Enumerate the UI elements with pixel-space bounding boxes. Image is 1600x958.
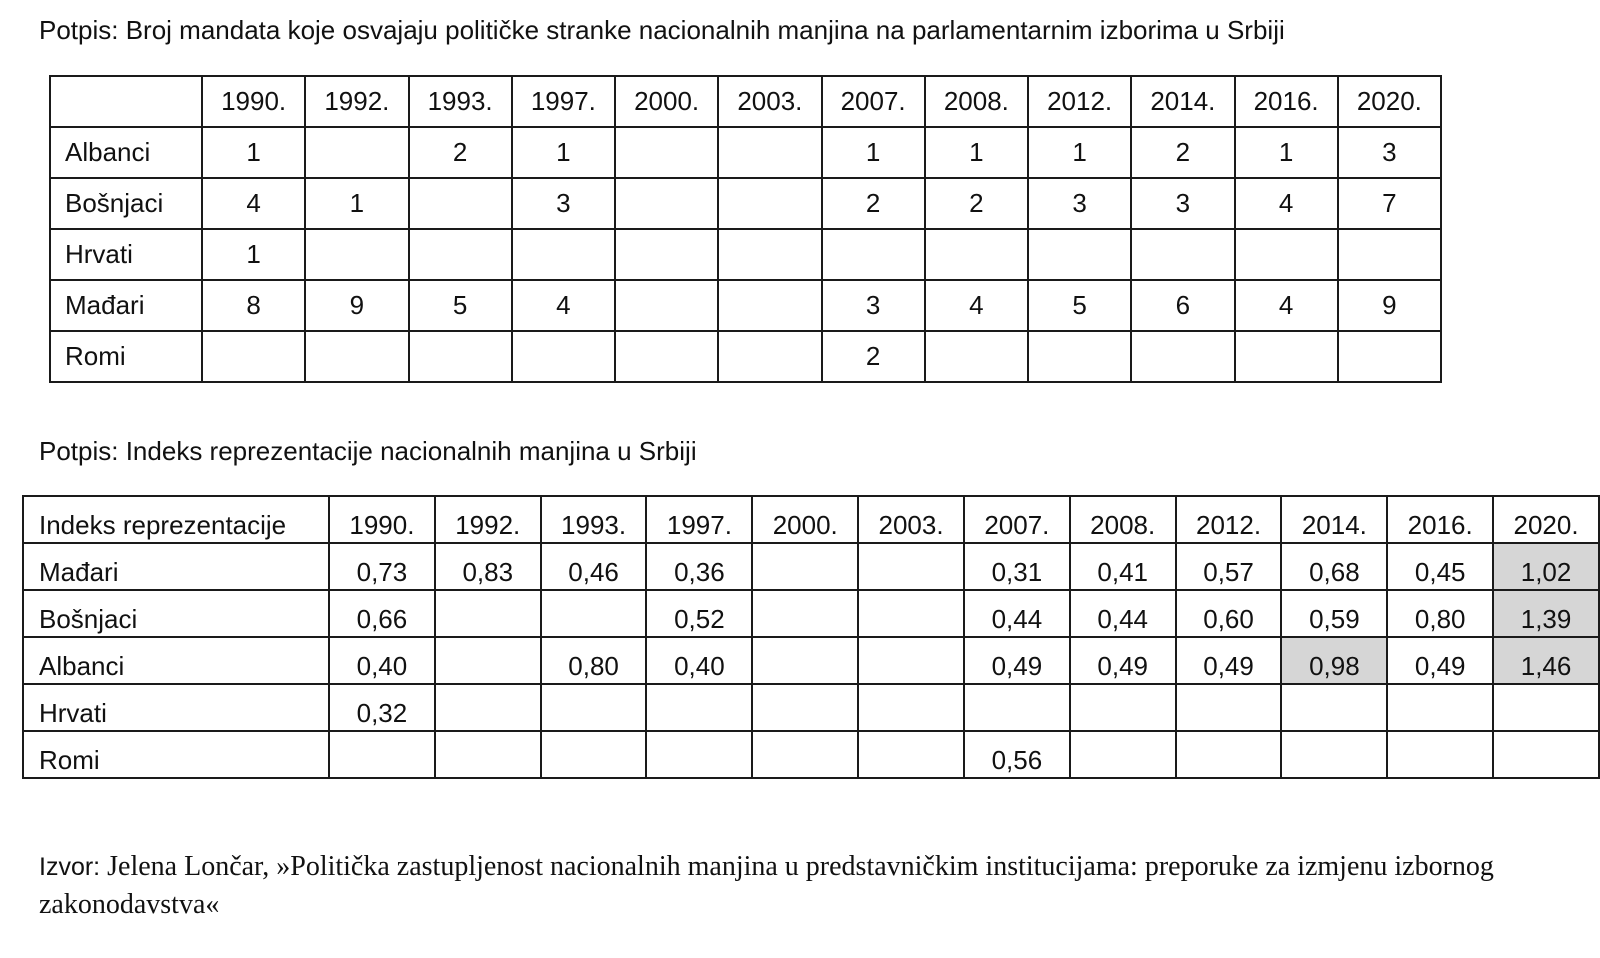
row-label: Mađari bbox=[23, 543, 329, 590]
table-cell bbox=[752, 731, 858, 778]
table-cell bbox=[1493, 684, 1599, 731]
table-cell bbox=[1235, 331, 1338, 382]
table-row bbox=[50, 331, 1441, 382]
table-cell: 0,49 bbox=[1176, 637, 1282, 684]
table-cell bbox=[1028, 331, 1131, 382]
table-cell: 2 bbox=[925, 178, 1028, 229]
year-header: 2003. bbox=[718, 76, 821, 127]
table-cell bbox=[822, 229, 925, 280]
table-cell bbox=[1338, 229, 1441, 280]
row-label: Albanci bbox=[23, 637, 329, 684]
table-cell bbox=[435, 637, 541, 684]
table-cell bbox=[1338, 331, 1441, 382]
table-cell: 4 bbox=[202, 178, 305, 229]
table-cell bbox=[615, 280, 718, 331]
year-header: 2016. bbox=[1235, 76, 1338, 127]
table-cell: 3 bbox=[512, 178, 615, 229]
year-header: 2014. bbox=[1281, 496, 1387, 543]
table-cell: 0,36 bbox=[646, 543, 752, 590]
table-row bbox=[50, 229, 1441, 280]
table-cell: 0,49 bbox=[1387, 637, 1493, 684]
table-cell: 0,46 bbox=[541, 543, 647, 590]
table-cell bbox=[512, 331, 615, 382]
table-cell bbox=[752, 543, 858, 590]
table-cell bbox=[305, 127, 408, 178]
table-cell: 0,98 bbox=[1281, 637, 1387, 684]
table-cell: 1 bbox=[202, 127, 305, 178]
table-cell bbox=[541, 590, 647, 637]
table-cell: 3 bbox=[1028, 178, 1131, 229]
table-cell bbox=[1235, 229, 1338, 280]
row-label: Hrvati bbox=[23, 684, 329, 731]
table-cell: 0,41 bbox=[1070, 543, 1176, 590]
table-cell: 4 bbox=[512, 280, 615, 331]
table-cell bbox=[541, 684, 647, 731]
table1-caption: Potpis: Broj mandata koje osvajaju političke stranke nacionalnih manjina na parlamentarnim izborima u Srbiji bbox=[39, 15, 1285, 45]
table-cell: 7 bbox=[1338, 178, 1441, 229]
table-cell bbox=[718, 178, 821, 229]
table-cell bbox=[718, 229, 821, 280]
table-cell bbox=[1176, 731, 1282, 778]
row-label: Bošnjaci bbox=[50, 178, 202, 229]
corner-header: Indeks reprezentacije bbox=[23, 496, 329, 543]
table-cell bbox=[1131, 229, 1234, 280]
table-cell bbox=[1281, 731, 1387, 778]
table-cell: 1 bbox=[202, 229, 305, 280]
representation-index-table bbox=[22, 495, 1600, 779]
year-header: 2008. bbox=[925, 76, 1028, 127]
year-header: 2007. bbox=[964, 496, 1070, 543]
table-cell: 9 bbox=[1338, 280, 1441, 331]
table-row bbox=[23, 731, 1599, 778]
year-header: 2020. bbox=[1493, 496, 1599, 543]
seats-table bbox=[49, 75, 1442, 383]
table-cell: 1,46 bbox=[1493, 637, 1599, 684]
year-header: 2008. bbox=[1070, 496, 1176, 543]
table-cell: 9 bbox=[305, 280, 408, 331]
source-note bbox=[39, 848, 1519, 924]
table-cell: 8 bbox=[202, 280, 305, 331]
year-header: 1990. bbox=[329, 496, 435, 543]
table-cell bbox=[1493, 731, 1599, 778]
table-cell bbox=[615, 331, 718, 382]
table-cell bbox=[435, 731, 541, 778]
table-cell bbox=[1028, 229, 1131, 280]
table-cell bbox=[1387, 684, 1493, 731]
row-label: Romi bbox=[23, 731, 329, 778]
table-cell: 0,52 bbox=[646, 590, 752, 637]
table-cell: 2 bbox=[822, 331, 925, 382]
table-cell bbox=[329, 731, 435, 778]
table-cell bbox=[1387, 731, 1493, 778]
table-cell bbox=[646, 731, 752, 778]
year-header: 2016. bbox=[1387, 496, 1493, 543]
table-cell bbox=[1176, 684, 1282, 731]
table-cell: 4 bbox=[1235, 280, 1338, 331]
table-cell: 0,31 bbox=[964, 543, 1070, 590]
row-label: Mađari bbox=[50, 280, 202, 331]
table-cell bbox=[512, 229, 615, 280]
table-cell bbox=[925, 331, 1028, 382]
table-cell: 6 bbox=[1131, 280, 1234, 331]
year-header: 1990. bbox=[202, 76, 305, 127]
corner-header bbox=[50, 76, 202, 127]
year-header: 2012. bbox=[1028, 76, 1131, 127]
table-cell bbox=[752, 590, 858, 637]
row-label: Romi bbox=[50, 331, 202, 382]
table-cell bbox=[858, 684, 964, 731]
table-cell: 0,73 bbox=[329, 543, 435, 590]
table-cell: 0,60 bbox=[1176, 590, 1282, 637]
year-header: 1992. bbox=[305, 76, 408, 127]
row-label: Bošnjaci bbox=[23, 590, 329, 637]
table-cell bbox=[858, 731, 964, 778]
table-cell bbox=[541, 731, 647, 778]
table-cell bbox=[305, 229, 408, 280]
table-cell: 0,49 bbox=[964, 637, 1070, 684]
table-cell: 0,59 bbox=[1281, 590, 1387, 637]
table-cell bbox=[752, 684, 858, 731]
year-header: 1993. bbox=[409, 76, 512, 127]
table-cell bbox=[615, 229, 718, 280]
table-row bbox=[23, 684, 1599, 731]
table-cell: 1 bbox=[822, 127, 925, 178]
table-cell: 1 bbox=[305, 178, 408, 229]
table-cell: 0,80 bbox=[1387, 590, 1493, 637]
table-cell bbox=[1070, 684, 1176, 731]
row-label: Albanci bbox=[50, 127, 202, 178]
year-header: 2000. bbox=[752, 496, 858, 543]
table-cell bbox=[858, 590, 964, 637]
table-cell bbox=[718, 331, 821, 382]
table-cell: 0,45 bbox=[1387, 543, 1493, 590]
year-header: 2014. bbox=[1131, 76, 1234, 127]
table-cell bbox=[435, 684, 541, 731]
table2-caption: Potpis: Indeks reprezentacije nacionalnih manjina u Srbiji bbox=[39, 436, 697, 466]
table-cell bbox=[964, 684, 1070, 731]
table-row bbox=[23, 637, 1599, 684]
table-cell bbox=[752, 637, 858, 684]
table-cell bbox=[925, 229, 1028, 280]
table-cell: 0,44 bbox=[964, 590, 1070, 637]
table-cell bbox=[202, 331, 305, 382]
table-cell: 1,39 bbox=[1493, 590, 1599, 637]
year-header: 1992. bbox=[435, 496, 541, 543]
table-cell bbox=[409, 331, 512, 382]
table-cell: 3 bbox=[1338, 127, 1441, 178]
table-cell: 0,80 bbox=[541, 637, 647, 684]
table-cell bbox=[1070, 731, 1176, 778]
year-header: 1997. bbox=[512, 76, 615, 127]
table-cell: 2 bbox=[1131, 127, 1234, 178]
table-cell: 1 bbox=[1235, 127, 1338, 178]
table-cell: 0,49 bbox=[1070, 637, 1176, 684]
table-cell: 3 bbox=[1131, 178, 1234, 229]
table-cell: 5 bbox=[409, 280, 512, 331]
table-row bbox=[23, 543, 1599, 590]
table-cell bbox=[718, 280, 821, 331]
table-cell: 3 bbox=[822, 280, 925, 331]
table-cell: 1 bbox=[1028, 127, 1131, 178]
table-cell: 1 bbox=[925, 127, 1028, 178]
table-cell bbox=[305, 331, 408, 382]
table-row bbox=[50, 127, 1441, 178]
year-header: 2003. bbox=[858, 496, 964, 543]
source-text: Jelena Lončar, »Politička zastupljenost nacionalnih manjina u predstavničkim institucijama: preporuke za izmjenu izbornog zakonodavstva« bbox=[39, 851, 1494, 920]
table-cell: 0,32 bbox=[329, 684, 435, 731]
year-header: 1997. bbox=[646, 496, 752, 543]
table-cell bbox=[409, 178, 512, 229]
table-cell bbox=[615, 127, 718, 178]
year-header: 2020. bbox=[1338, 76, 1441, 127]
table-cell: 4 bbox=[1235, 178, 1338, 229]
table-cell: 0,56 bbox=[964, 731, 1070, 778]
table-cell: 0,57 bbox=[1176, 543, 1282, 590]
table-cell: 0,68 bbox=[1281, 543, 1387, 590]
table-cell: 2 bbox=[409, 127, 512, 178]
year-header: 2012. bbox=[1176, 496, 1282, 543]
year-header: 2000. bbox=[615, 76, 718, 127]
table-row bbox=[50, 178, 1441, 229]
table-cell bbox=[718, 127, 821, 178]
table-row bbox=[50, 280, 1441, 331]
table-row bbox=[23, 590, 1599, 637]
table-cell bbox=[858, 637, 964, 684]
table-cell bbox=[1131, 331, 1234, 382]
table-cell: 0,44 bbox=[1070, 590, 1176, 637]
table-cell bbox=[1281, 684, 1387, 731]
table-cell: 0,83 bbox=[435, 543, 541, 590]
year-header: 2007. bbox=[822, 76, 925, 127]
table-cell: 0,40 bbox=[329, 637, 435, 684]
table-cell bbox=[858, 543, 964, 590]
table-cell: 0,66 bbox=[329, 590, 435, 637]
table-cell: 2 bbox=[822, 178, 925, 229]
table-cell bbox=[615, 178, 718, 229]
year-header: 1993. bbox=[541, 496, 647, 543]
row-label: Hrvati bbox=[50, 229, 202, 280]
table-cell: 1 bbox=[512, 127, 615, 178]
header-row bbox=[50, 76, 1441, 127]
table-cell: 4 bbox=[925, 280, 1028, 331]
source-label: Izvor: bbox=[39, 853, 101, 881]
header-row bbox=[23, 496, 1599, 543]
table-cell: 0,40 bbox=[646, 637, 752, 684]
table-cell: 5 bbox=[1028, 280, 1131, 331]
table-cell bbox=[646, 684, 752, 731]
table-cell bbox=[435, 590, 541, 637]
table-cell bbox=[409, 229, 512, 280]
table-cell: 1,02 bbox=[1493, 543, 1599, 590]
